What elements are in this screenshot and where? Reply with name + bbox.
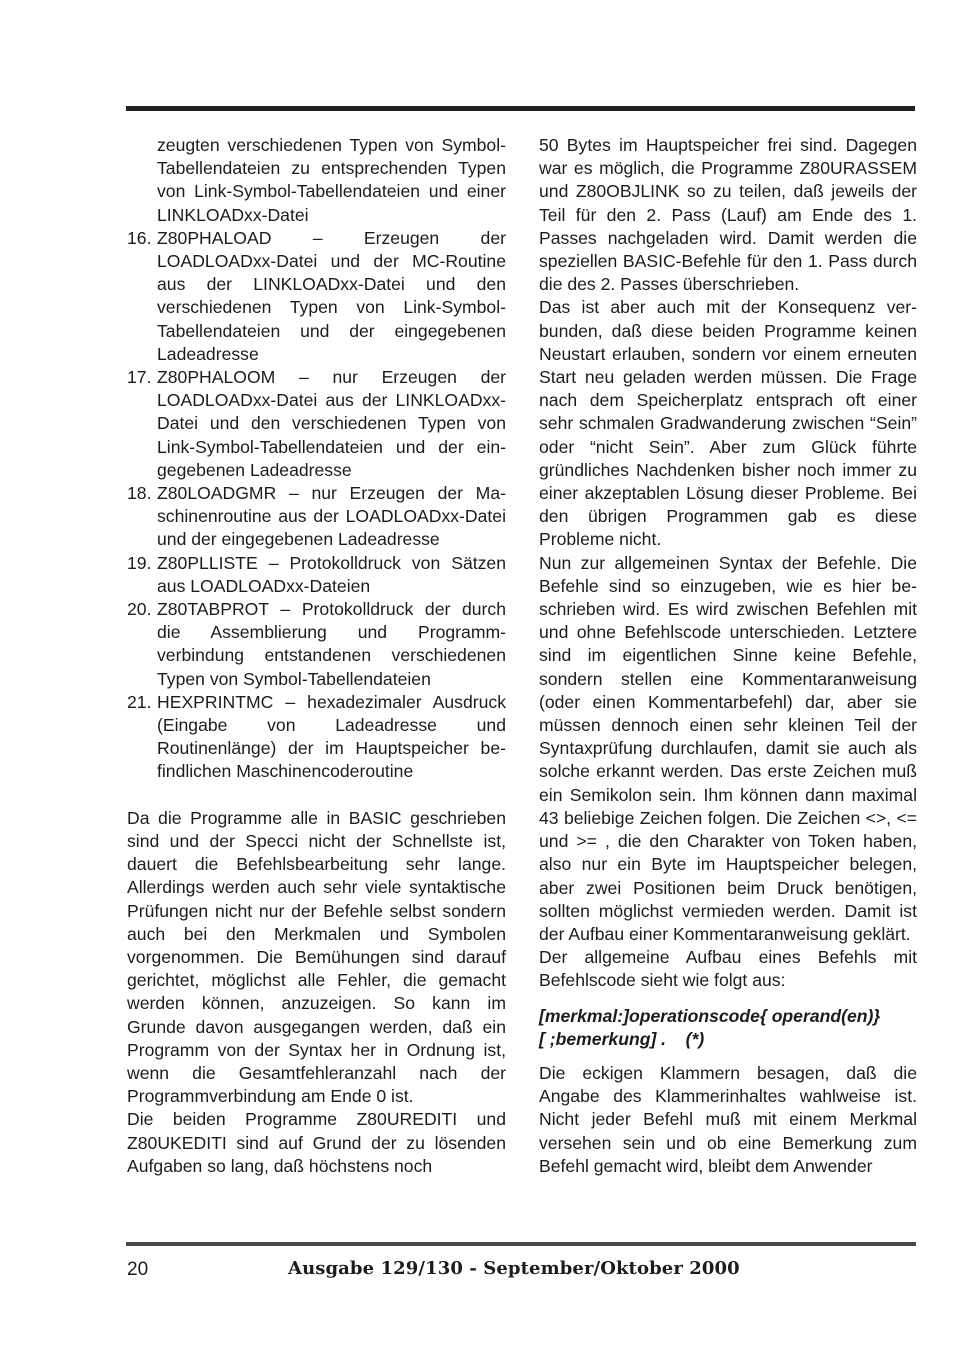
list-item-number: 16. — [127, 227, 152, 248]
list-item-number: 19. — [127, 552, 152, 573]
list-item — [127, 366, 506, 482]
list-item — [127, 552, 506, 598]
list-item-text: Z80PHALOAD – Erzeugen der LOADLOADxx-Datei und der MC-Routine aus der LINKLOADxx-Datei und den verschiedenen Typen von Link-Symbol-Tabellendateien und der eingegebenen Ladeadresse — [157, 227, 506, 364]
list-item-number: 20. — [127, 599, 152, 620]
body-paragraph: Die eckigen Klammern besagen, daß die Angabe des Klammerinhaltes wahlweise ist. Nicht jeder Befehl muß mit einem Merkmal versehen sein und ob eine Bemerkung zum Befehl gemacht wird, bleibt dem Anwender — [539, 1062, 917, 1176]
list-item — [127, 227, 506, 366]
right-column — [539, 134, 917, 1178]
list-item-text: Z80PHALOOM – nur Erzeugen der LOADLOADxx-Datei aus der LINKLOADxx-Datei und den verschiedenen Typen von Link-Symbol-Tabellendateien und der eingegebenen Ladeadresse — [157, 367, 506, 480]
list-item — [127, 691, 506, 784]
body-paragraph: Das ist aber auch mit der Konsequenz verbunden, daß diese beiden Programme keinen Neustart erlauben, sondern vor einem erneuten Start neu geladen werden müssen. Die Frage nach dem Speicherplatz entsprach oft einer sehr schmalen Gradwanderung zwischen “Sein” oder “nicht Sein”. Aber zum Glück führte gründliches Nachdenken bisher noch immer zu einer akzeptablen Lösung dieser Probleme. Bei den übrigen Programmen gab es diese Probleme nicht. — [539, 297, 917, 550]
issue-footer: Ausgabe 129/130 - September/Oktober 2000 — [288, 1258, 740, 1279]
list-continuation-text: zeugten verschiedenen Typen von Symbol-Tabellendateien zu entsprechenden Typen von Link-Symbol-Tabellendateien und einer LINKLOADxx-Datei — [157, 135, 506, 225]
syntax-formula-line: [merkmal:]operationscode{ operand(en)} — [539, 1005, 881, 1026]
left-column — [127, 134, 506, 1178]
list-item — [127, 598, 506, 691]
body-paragraph: Der allgemeine Aufbau eines Befehls mit Befehlscode sieht wie folgt aus: — [539, 947, 917, 991]
syntax-formula-line: [ ;bemerkung] . (*) — [539, 1028, 705, 1049]
list-item-number: 21. — [127, 691, 152, 712]
list-item-number: 17. — [127, 367, 152, 388]
list-item-text: HEXPRINTMC – hexadezimaler Ausdruck (Eingabe von Ladeadresse und Routinenlänge) der im Hauptspeicher befindlichen Maschinencoderoutine — [157, 691, 506, 782]
list-item-text: Z80PLLISTE – Protokolldruck von Sätzen aus LOADLOADxx-Dateien — [157, 552, 506, 596]
footer-rule — [126, 1242, 916, 1246]
list-item-text: Z80TABPROT – Protokolldruck der durch die Assemblierung und Programmverbindung entstandenen verschiedenen Typen von Symbol-Tabellendateien — [157, 599, 506, 689]
program-list — [127, 227, 506, 784]
body-paragraph: Die beiden Programme Z80UREDITI und Z80UKEDITI sind auf Grund der zu lösenden Aufgaben so lang, daß höchstens noch — [127, 1109, 506, 1176]
list-item-text: Z80LOADGMR – nur Erzeugen der Maschinenroutine aus der LOADLOADxx-Datei und der eingegebenen Ladeadresse — [157, 483, 506, 550]
syntax-formula — [539, 1005, 917, 1051]
list-item-number: 18. — [127, 483, 152, 504]
paragraph-spacer — [127, 784, 506, 807]
body-paragraph: 50 Bytes im Hauptspeicher frei sind. Dagegen war es möglich, die Programme Z80URASSEM und Z80OBJLINK so zu teilen, daß jeweils der Teil für den 2. Pass (Lauf) am Ende des 1. Passes nachgeladen wird. Damit werden die speziellen BASIC-Befehle für den 1. Pass durch die des 2. Passes überschrieben. — [539, 135, 917, 295]
body-paragraph: Da die Programme alle in BASIC geschrieben sind und der Specci nicht der Schnellste ist, dauert die Befehlsbearbeitung sehr lange. Allerdings werden auch sehr viele syntaktische Prüfungen nicht nur der Befehle selbst sondern auch bei den Merkmalen und Symbolen vorgenommen. Die Bemühungen sind darauf gerichtet, möglichst alle Fehler, die gemacht werden können, anzuzeigen. So kann im Grunde davon ausgegangen werden, daß ein Programm von der Syntax her in Ordnung ist, wenn die Gesamtfehleranzahl nach der Programmverbindung am Ende 0 ist. — [127, 807, 506, 1107]
body-paragraph: Nun zur allgemeinen Syntax der Befehle. Die Befehle sind so einzugeben, wie es hier beschrieben wird. Es wird zwischen Befehlen mit und ohne Befehlscode unterschieden. Letztere sind im eigentlichen Sinne keine Befehle, sondern stellen eine Kommentaranweisung (oder einen Kommentarbefehl) dar, aber sie müssen dennoch einen sehr kleinen Teil der Syntaxprüfung durchlaufen, damit sie auch als solche erkannt werden. Das erste Zeichen muß ein Semikolon sein. Ihm können dann maximal 43 beliebige Zeichen folgen. Die Zeichen <>, <= und >= , die den Charakter von Token haben, also nur ein Byte im Hauptspeicher belegen, aber zwei Positionen beim Druck benötigen, sollten möglichst vermieden werden. Damit ist der Aufbau einer Kommentaranweisung geklärt. — [539, 552, 917, 944]
header-rule — [126, 106, 915, 111]
page-number: 20 — [127, 1259, 149, 1280]
list-item — [127, 482, 506, 552]
